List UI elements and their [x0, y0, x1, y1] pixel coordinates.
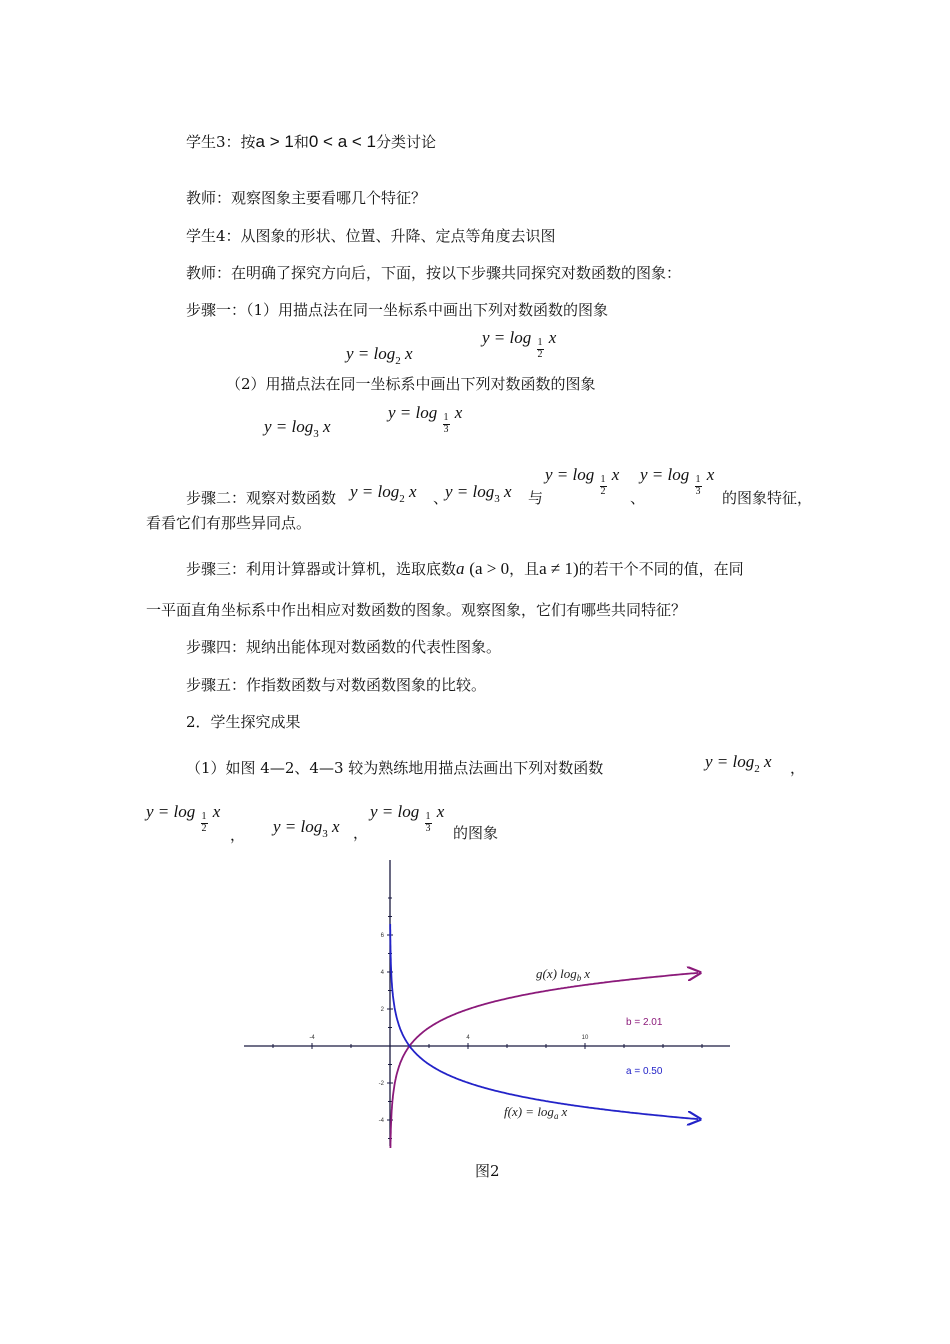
formula-var: x	[212, 801, 221, 821]
cond-a-gt-1: a > 1	[255, 132, 294, 151]
fraction-half	[537, 338, 544, 360]
formula-var: x	[454, 402, 463, 422]
step3-suffix: 的若干个不同的值，在同	[578, 560, 744, 578]
formula-base: 3	[494, 493, 500, 505]
result2-comma1: ，	[230, 826, 246, 844]
frac-num: 1	[695, 474, 701, 485]
teacher-instruction: 教师：在明确了探究方向后，下面，按以下步骤共同探究对数函数的图象：	[186, 264, 682, 282]
formula-base: 2	[395, 355, 401, 367]
formula-log-half-result	[146, 801, 221, 834]
frac-den: 2	[600, 485, 606, 497]
log-function-graph	[240, 858, 740, 1148]
formula-var: x	[706, 464, 715, 484]
formula-log2	[346, 344, 413, 367]
x-tick-label: 10	[581, 1035, 589, 1041]
teacher-question-1: 教师：观察图象主要看哪几个特征？	[186, 189, 427, 207]
frac-den: 2	[201, 822, 207, 834]
frac-num: 1	[443, 412, 449, 423]
frac-num: 1	[201, 811, 207, 822]
formula-text: y = log	[640, 464, 690, 484]
section2-heading: 2．学生探究成果	[186, 713, 301, 731]
step3-mid: ，且	[509, 560, 540, 578]
a-parameter: a = 0.50	[626, 1066, 663, 1077]
step2-prefix: 步骤二：观察对数函数	[186, 489, 337, 507]
fraction-third	[425, 812, 432, 834]
step5: 步骤五：作指数函数与对数函数图象的比较。	[186, 676, 487, 694]
frac-den: 3	[425, 822, 431, 834]
formula-base: 3	[313, 428, 319, 440]
formula-text: y = log	[388, 402, 438, 422]
x-tick-label: -4	[309, 1035, 315, 1041]
step3-line2: 一平面直角坐标系中作出相应对数函数的图象。观察图象，它们有哪些共同特征？	[146, 601, 687, 619]
b-parameter: b = 2.01	[626, 1017, 663, 1028]
formula-log2-result	[705, 752, 772, 775]
y-tick-label: 6	[380, 933, 384, 939]
formula-text: y = log	[146, 801, 196, 821]
student3-prefix: 学生3：按	[186, 133, 256, 151]
and-text: 和	[293, 133, 309, 151]
y-tick-label: 4	[380, 970, 384, 976]
formula-text: y = log	[346, 344, 396, 363]
y-tick-label: 2	[380, 1007, 384, 1013]
formula-var: x	[611, 464, 620, 484]
g-label: g(x) $\log_b x$	[536, 966, 591, 983]
formula-text: y = log	[705, 752, 755, 771]
step2-sep1: 、	[433, 489, 449, 507]
frac-num: 1	[425, 811, 431, 822]
formula-base: 2	[399, 493, 405, 505]
formula-var: x	[504, 482, 512, 501]
f-label: $f(x) = \log_a x$	[504, 1104, 568, 1121]
axes	[240, 858, 730, 1148]
formula-var: x	[323, 417, 331, 436]
formula-var: x	[332, 817, 340, 836]
step4: 步骤四：规纳出能体现对数函数的代表性图象。	[186, 638, 502, 656]
formula-text: y = log	[482, 327, 532, 347]
frac-den: 3	[695, 485, 701, 497]
fraction-half	[600, 475, 607, 497]
formula-log-third-result	[370, 801, 445, 834]
formula-text: y = log	[545, 464, 595, 484]
step2-with: 与	[528, 489, 544, 507]
step1-part2: （2）用描点法在同一坐标系中画出下列对数函数的图象	[226, 375, 596, 393]
fraction-third	[695, 475, 702, 497]
cond-a-gt-0: (a > 0	[469, 559, 510, 578]
cond-0-lt-a-lt-1: 0 < a < 1	[308, 132, 376, 151]
fraction-third	[443, 413, 450, 435]
y-tick-label: -4	[378, 1118, 384, 1124]
formula-log-half	[482, 327, 557, 360]
formula-text: y = log	[350, 482, 400, 501]
formula-log-third-inline	[640, 464, 715, 497]
y-tick-label: -2	[378, 1081, 384, 1087]
step1-part1: 步骤一：（1）用描点法在同一坐标系中画出下列对数函数的图象	[186, 301, 609, 319]
formula-var: x	[436, 801, 445, 821]
figure-caption: 图2	[475, 1162, 500, 1180]
frac-den: 3	[443, 423, 449, 435]
formula-var: x	[409, 482, 417, 501]
frac-num: 1	[537, 337, 543, 348]
step2-sep2: 、	[630, 489, 646, 507]
result2-suffix: 的图象	[453, 824, 499, 842]
formula-var: x	[548, 327, 557, 347]
formula-text: y = log	[264, 417, 314, 436]
formula-log2-inline	[350, 482, 417, 505]
result1-prefix: （1）如图 4—2、4—3 较为熟练地用描点法画出下列对数函数	[186, 759, 604, 777]
frac-num: 1	[600, 474, 606, 485]
formula-text: y = log	[273, 817, 323, 836]
step2-line2: 看看它们有那些异同点。	[146, 514, 312, 532]
result1-comma: ，	[790, 759, 806, 777]
student4-answer: 学生4：从图象的形状、位置、升降、定点等角度去识图	[186, 227, 556, 245]
formula-var: x	[764, 752, 772, 771]
frac-den: 2	[537, 348, 543, 360]
formula-text: y = log	[445, 482, 495, 501]
formula-log-half-inline	[545, 464, 620, 497]
formula-log-third	[388, 402, 463, 435]
formula-var: x	[405, 344, 413, 363]
formula-base: 2	[754, 763, 760, 775]
formula-log3-result	[273, 817, 340, 840]
formula-text: y = log	[370, 801, 420, 821]
step3-prefix: 步骤三：利用计算器或计算机，选取底数	[186, 560, 457, 578]
step3-line1	[186, 560, 744, 577]
result2-comma2: ，	[353, 824, 369, 842]
x-tick-label: 4	[466, 1035, 470, 1041]
fraction-half	[201, 812, 208, 834]
formula-log3	[264, 417, 331, 440]
student3-line	[186, 133, 436, 150]
base-a: a	[456, 559, 465, 578]
step2-suffix: 的图象特征，	[722, 489, 813, 507]
cond-a-ne-1: a ≠ 1)	[539, 559, 579, 578]
formula-log3-inline	[445, 482, 512, 505]
formula-base: 3	[322, 828, 328, 840]
student3-suffix: 分类讨论	[375, 133, 436, 151]
curve-g-log-b	[390, 973, 698, 1148]
